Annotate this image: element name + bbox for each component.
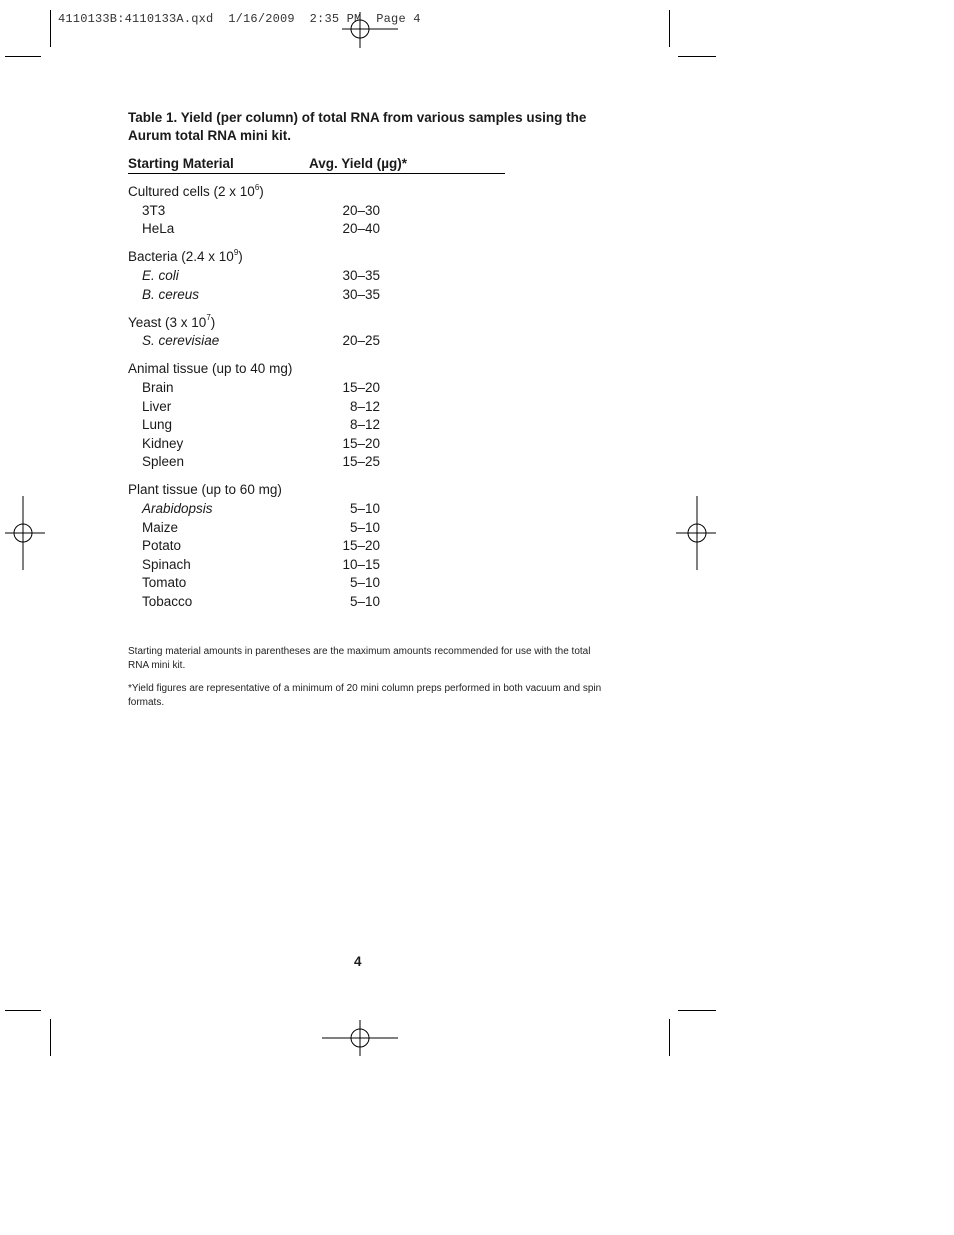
group-header-row <box>128 360 380 378</box>
yield-value: 15–20 <box>342 379 380 395</box>
yield-value: 20–40 <box>342 221 380 237</box>
yield-value: 10–15 <box>342 556 380 572</box>
sample-name: Lung <box>142 417 173 433</box>
sample-name: Liver <box>142 398 172 414</box>
sample-name: B. cereus <box>142 286 200 302</box>
group-label-text: Animal tissue (up to 40 mg) <box>128 361 293 377</box>
sample-name: HeLa <box>142 221 175 237</box>
group-label <box>128 481 282 499</box>
sample-name: Brain <box>142 379 174 395</box>
footnote: Starting material amounts in parentheses are the maximum amounts recommended for use with the total RNA mini kit. <box>128 646 591 671</box>
table-header <box>128 156 505 174</box>
yield-value: 15–20 <box>342 435 380 451</box>
group-label <box>128 314 215 332</box>
table-row <box>128 332 380 350</box>
sample-name: 3T3 <box>142 202 166 218</box>
yield-value: 30–35 <box>342 286 380 302</box>
sample-name: Kidney <box>142 435 184 451</box>
table-row <box>128 453 380 471</box>
yield-value: 5–10 <box>349 519 380 535</box>
yield-value: 15–20 <box>342 538 380 554</box>
crop-mark <box>678 1010 716 1011</box>
sample-name: Arabidopsis <box>142 501 213 516</box>
crop-mark <box>5 1010 41 1011</box>
table-row <box>128 500 380 518</box>
sample-name: S. cerevisiae <box>142 333 220 349</box>
yield-value: 5–10 <box>349 594 380 609</box>
registration-mark-top-icon <box>342 12 398 48</box>
sample-name: Spinach <box>142 556 191 572</box>
registration-mark-left-icon <box>5 496 45 570</box>
yield-value: 15–25 <box>342 454 380 470</box>
group-label-text: Cultured cells (2 x 10 <box>128 184 255 199</box>
table-row <box>128 416 380 434</box>
sample-name: Tomato <box>142 575 187 591</box>
group-label-end: ) <box>210 314 216 330</box>
table-row <box>128 398 380 416</box>
table-row <box>128 267 380 285</box>
group-label-end: ) <box>259 184 264 199</box>
yield-value: 20–25 <box>342 333 380 349</box>
group-label-text: Plant tissue (up to 60 mg) <box>128 482 282 498</box>
column-header-avg-yield: Avg. Yield (µg)* <box>309 156 408 171</box>
yield-value: 20–30 <box>342 202 380 218</box>
group-label-text: Bacteria (2.4 x 10 <box>128 249 234 265</box>
yield-value: 5–10 <box>349 501 380 516</box>
column-header-starting-material: Starting Material <box>128 156 234 171</box>
table-row <box>128 593 380 611</box>
table-row <box>128 537 380 555</box>
page-number: 4 <box>354 954 362 969</box>
sample-name: E. coli <box>142 267 179 283</box>
sample-name: Tobacco <box>142 594 193 609</box>
group-label-exponent: 7 <box>206 313 211 323</box>
slug-line: 4110133B:4110133A.qxd 1/16/2009 2:35 PM Page 4 <box>58 12 421 26</box>
footnote: *Yield figures are representative of a minimum of 20 mini column preps performed in both vacuum and spin formats. <box>128 683 602 708</box>
group-label-exponent: 9 <box>233 247 239 257</box>
group-label-exponent: 6 <box>254 182 260 192</box>
table-row <box>128 519 380 537</box>
sample-name: Maize <box>142 519 179 535</box>
group-header-row <box>128 183 380 201</box>
table-row <box>128 556 380 574</box>
group-label-end: ) <box>238 249 243 265</box>
registration-mark-bottom-icon <box>322 1020 398 1056</box>
table-row <box>128 574 380 592</box>
table-row <box>128 220 380 238</box>
group-header-row <box>128 481 380 499</box>
table-row <box>128 435 380 453</box>
table-row <box>128 379 380 397</box>
yield-value: 8–12 <box>349 398 380 414</box>
crop-mark <box>50 10 51 47</box>
registration-mark-right-icon <box>676 496 716 570</box>
yield-value: 30–35 <box>342 267 380 283</box>
table-title: Table 1. Yield (per column) of total RNA from various samples using the Aurum total RNA mini kit. <box>128 110 587 143</box>
sample-name: Potato <box>142 538 182 554</box>
sample-name: Spleen <box>142 454 185 470</box>
yield-value: 8–12 <box>349 417 380 433</box>
crop-mark <box>50 1019 51 1056</box>
crop-mark <box>678 56 716 57</box>
crop-mark <box>669 10 670 47</box>
group-label-text: Yeast (3 x 10 <box>128 314 207 330</box>
crop-mark <box>5 56 41 57</box>
crop-mark <box>669 1019 670 1056</box>
table-row <box>128 202 380 220</box>
group-label <box>128 360 292 378</box>
yield-value: 5–10 <box>349 575 380 591</box>
group-label <box>128 183 264 201</box>
group-label <box>128 248 243 266</box>
group-header-row <box>128 248 380 266</box>
table-row <box>128 286 380 304</box>
group-header-row <box>128 314 380 332</box>
